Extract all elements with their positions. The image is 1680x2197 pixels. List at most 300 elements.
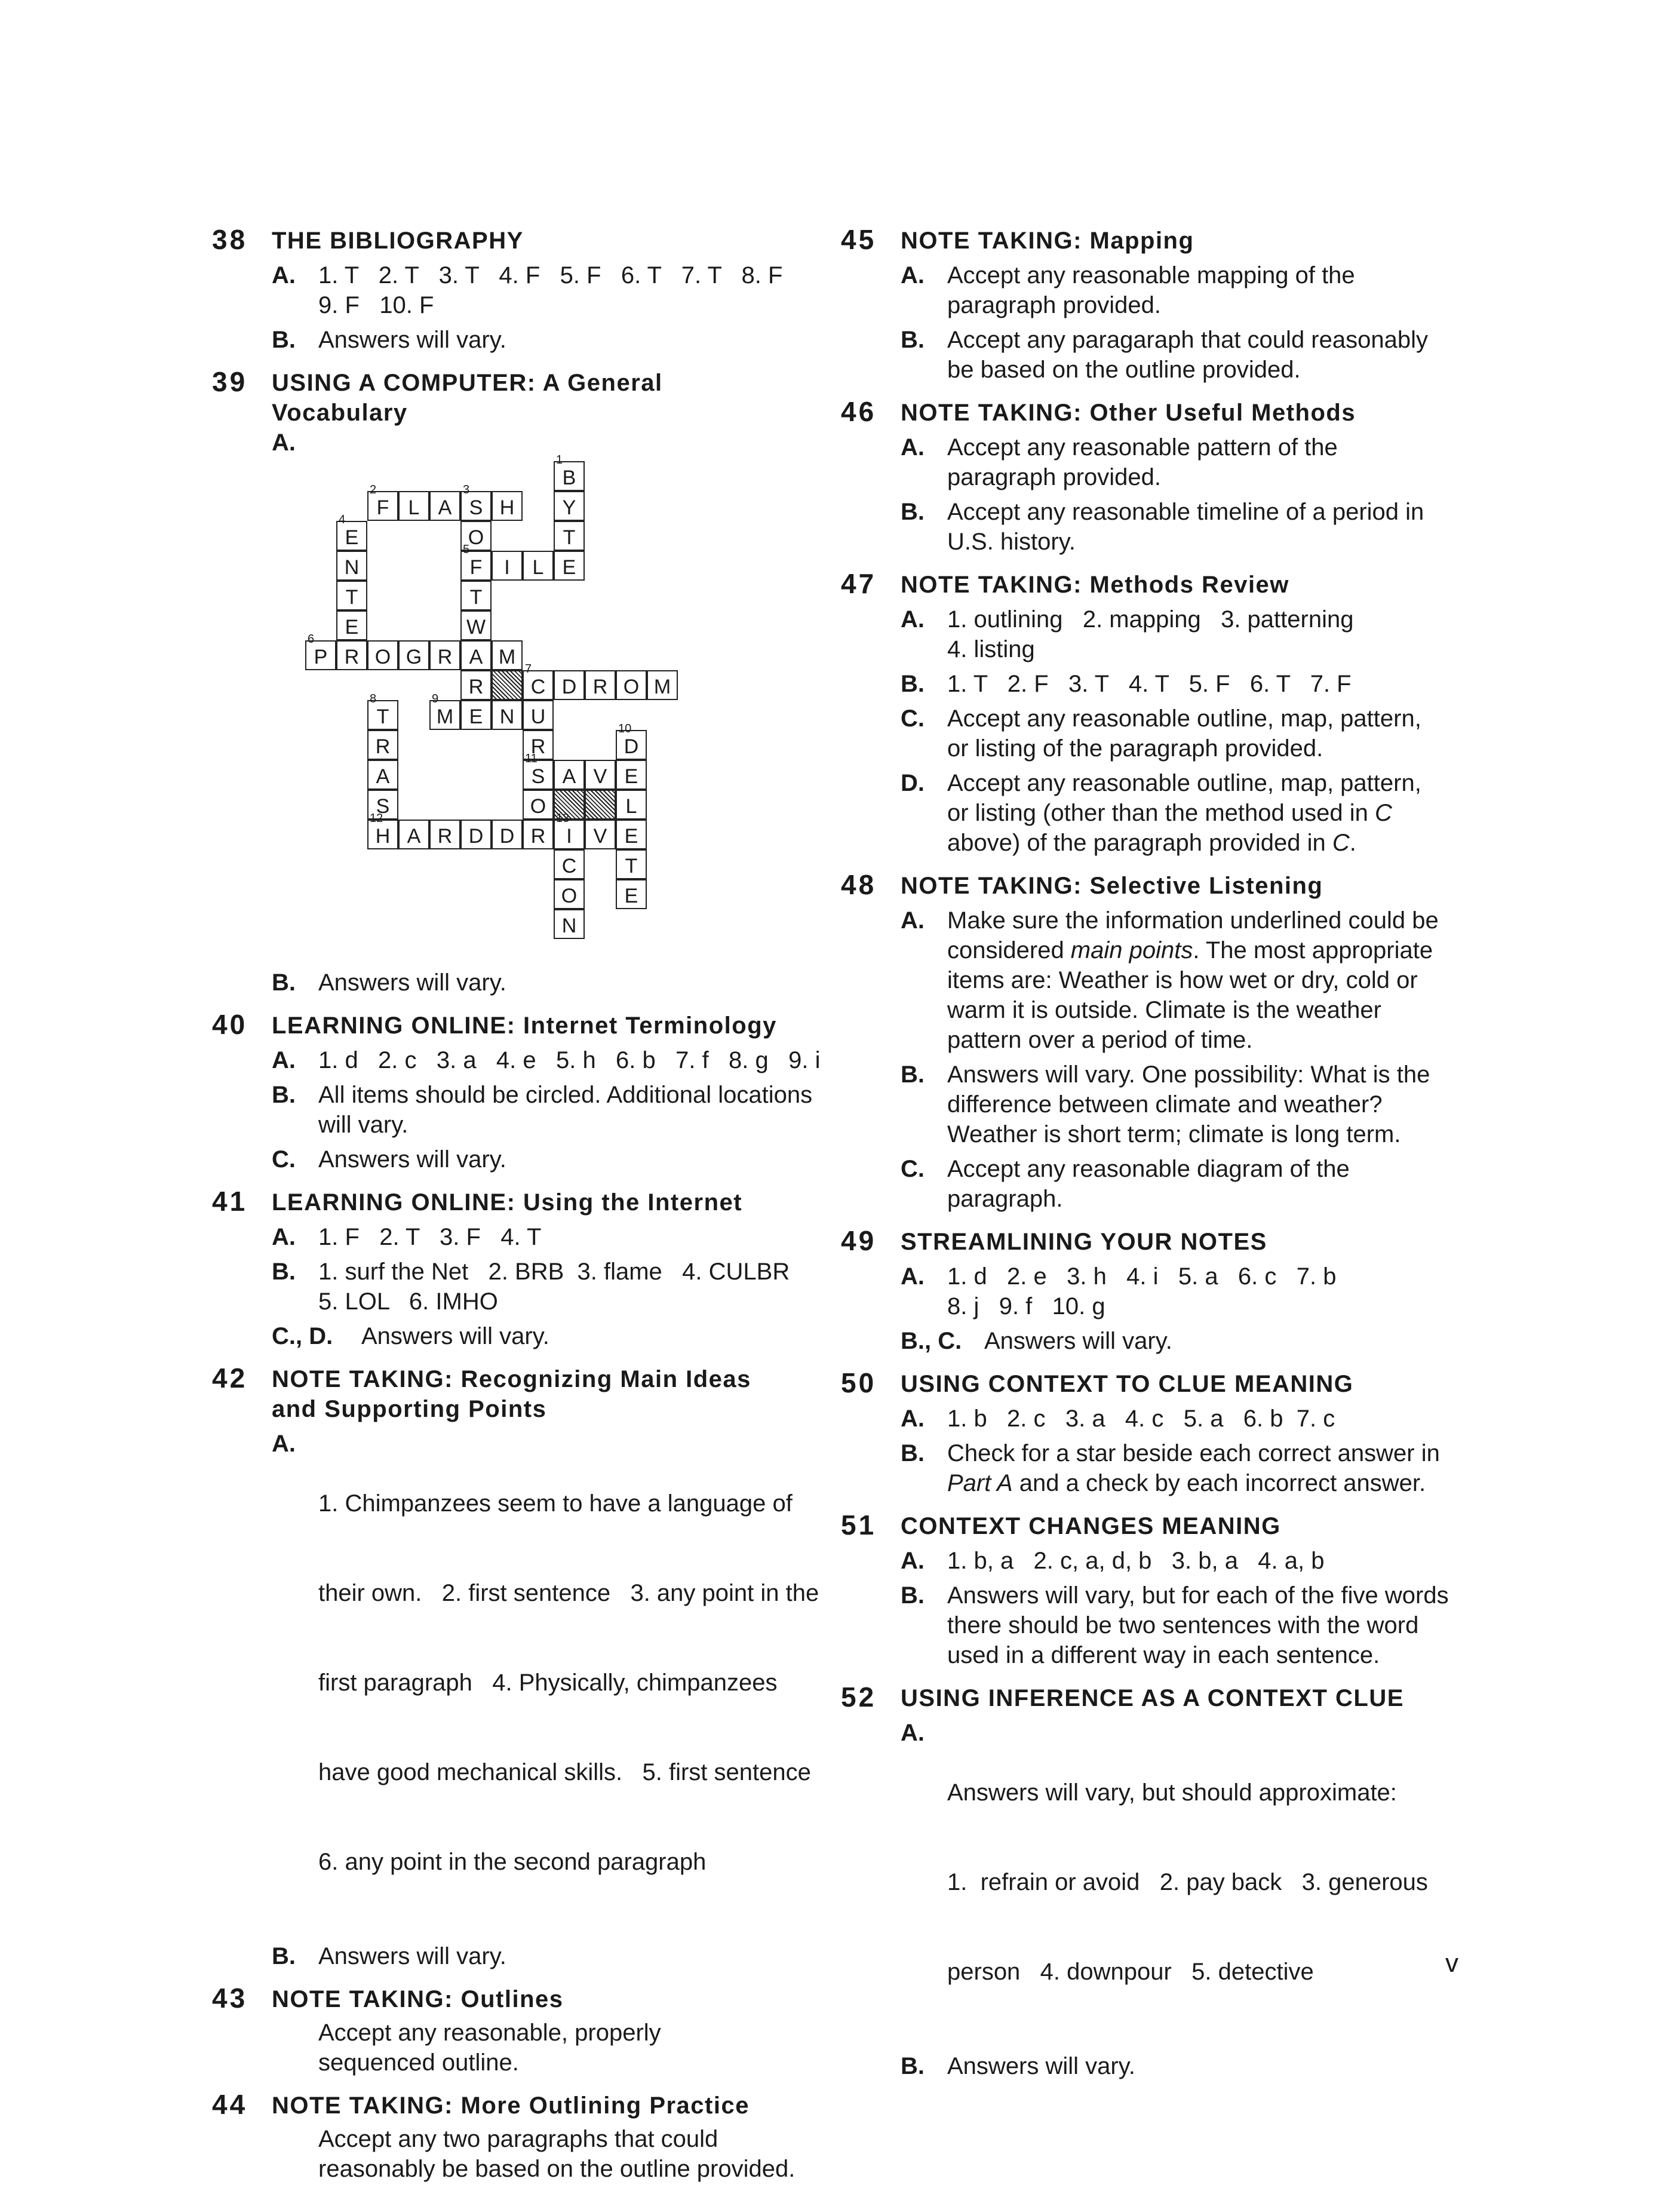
crossword-letter: E (624, 765, 638, 788)
answer-line: Accept any reasonable, properly (318, 2020, 661, 2046)
item-label: C. (272, 1146, 296, 1173)
crossword-letter: E (469, 705, 483, 728)
item-label: A. (901, 1548, 925, 1574)
answer-text: Answers will vary. (984, 1328, 1172, 1354)
crossword-cell (460, 820, 492, 849)
answer-line: Weather is short term; climate is long term. (947, 1121, 1401, 1147)
answer-a (841, 260, 1486, 320)
crossword-cell (554, 670, 585, 700)
crossword-letter: A (469, 646, 483, 668)
crossword-cell (305, 633, 336, 670)
crossword-letter: C (561, 855, 577, 877)
crossword-cell (554, 551, 585, 581)
crossword-letter: R (530, 735, 546, 758)
section-38 (212, 226, 839, 355)
text-run: above) of the paragraph provided in (947, 830, 1332, 856)
section-title: LEARNING ONLINE: Using the Internet (272, 1189, 743, 1216)
answer-line: person 4. downpour 5. detective (947, 1959, 1314, 1985)
crossword-cell (616, 879, 647, 909)
answer-b (841, 1438, 1486, 1498)
section-number: 45 (841, 224, 877, 255)
answer-text: 1. b, a 2. c, a, d, b 3. b, a 4. a, b (947, 1548, 1325, 1574)
answer-text: 1. d 2. c 3. a 4. e 5. h 6. b 7. f 8. g 9. i (318, 1047, 821, 1073)
crossword-letter: R (530, 825, 546, 848)
title-line: and Supporting Points (272, 1396, 547, 1422)
crossword-cell (460, 483, 492, 521)
crossword-cell (367, 760, 398, 790)
crossword-cell (523, 752, 554, 790)
crossword-letter: E (562, 556, 576, 579)
item-label: B. (901, 1582, 925, 1609)
section-number: 41 (212, 1186, 248, 1217)
item-label: A. (901, 434, 925, 461)
crossword-letter: H (375, 825, 391, 848)
answer-line: be based on the outline provided. (947, 357, 1301, 383)
crossword-letter: M (653, 676, 671, 698)
answer-text: Answers will vary. (947, 2053, 1135, 2079)
crossword-letter: U (530, 705, 546, 728)
answer-a (841, 906, 1486, 1055)
section-39 (212, 368, 839, 998)
crossword-letter: D (561, 676, 577, 698)
item-label: B. (901, 2053, 925, 2079)
answer-line (947, 798, 1486, 828)
answer-line: Accept any reasonable outline, map, pattern, (947, 705, 1421, 732)
answer-text: Answers will vary. (318, 969, 506, 996)
answer-line (947, 1468, 1486, 1498)
section-43 (212, 1984, 839, 2078)
answer-line: paragraph. (947, 1186, 1063, 1212)
crossword-cell (554, 909, 585, 939)
answer-b (841, 325, 1486, 385)
answer-b (841, 497, 1486, 557)
crossword-cell (367, 483, 398, 521)
section-40 (212, 1011, 839, 1174)
crossword-cell (336, 513, 367, 551)
section-title: USING INFERENCE AS A CONTEXT CLUE (901, 1685, 1404, 1711)
answer-line: Accept any reasonable mapping of the (947, 262, 1355, 289)
item-label: A. (901, 1720, 925, 1746)
answer-line: will vary. (318, 1112, 409, 1138)
answer-line: difference between climate and weather? (947, 1091, 1383, 1118)
answer-text: Answers will vary. (318, 1943, 506, 1969)
answer-b (212, 1941, 839, 1971)
crossword-letter: T (376, 705, 389, 728)
item-label: B. (272, 969, 296, 996)
crossword-cell (523, 820, 554, 849)
crossword-letter: S (531, 765, 545, 788)
crossword-grid (212, 453, 839, 963)
crossword-letter: L (625, 795, 637, 818)
section-number: 47 (841, 568, 877, 599)
item-label: B. (901, 1061, 925, 1088)
answer-a (212, 260, 839, 320)
answer-line: reasonably be based on the outline provided. (318, 2156, 796, 2182)
crossword-cell (336, 610, 367, 640)
section-number: 42 (212, 1363, 248, 1394)
text-run: . The most appropriate (1193, 937, 1433, 964)
crossword-letter: A (562, 765, 576, 788)
answer-c (212, 1144, 839, 1174)
answer-text: 1. T 2. F 3. T 4. T 5. F 6. T 7. F (947, 671, 1352, 697)
crossword-cell (336, 551, 367, 581)
crossword-cell (554, 812, 585, 849)
crossword-clue-number: 7 (525, 662, 532, 676)
crossword-cell (460, 640, 492, 670)
crossword-cell (585, 760, 616, 790)
answer-line: 1. outlining 2. mapping 3. patterning (947, 606, 1354, 633)
section-50 (841, 1369, 1486, 1498)
crossword-cell (367, 812, 398, 849)
crossword-letter: C (530, 676, 546, 698)
section-number: 43 (212, 1983, 248, 2014)
crossword-cell (554, 521, 585, 551)
item-label: D. (901, 770, 925, 796)
crossword-letter: O (623, 676, 640, 698)
crossword-cell (336, 581, 367, 610)
item-label: A. (272, 262, 296, 289)
answer-line: 1. Chimpanzees seem to have a language of (318, 1490, 793, 1517)
crossword-letter: L (408, 496, 420, 519)
answer-line: Accept any reasonable outline, map, pattern, (947, 770, 1421, 796)
crossword-cell (429, 491, 460, 521)
crossword-letter: I (504, 556, 510, 579)
crossword-cell (398, 640, 429, 670)
crossword-letter: M (498, 646, 516, 668)
answer-line (947, 828, 1486, 858)
left-column (212, 226, 839, 2197)
crossword-letter: B (562, 467, 576, 489)
crossword-cell (523, 662, 554, 700)
section-51 (841, 1511, 1486, 1670)
section-title: THE BIBLIOGRAPHY (272, 228, 524, 254)
answer-line: 1. refrain or avoid 2. pay back 3. generous (947, 1869, 1428, 1895)
crossword-letter: F (376, 496, 389, 519)
crossword-clue-number: 3 (463, 483, 470, 496)
section-number: 49 (841, 1225, 877, 1256)
crossword-letter: A (407, 825, 421, 848)
section-title (272, 368, 809, 428)
crossword-cell (429, 640, 460, 670)
crossword-clue-number: 13 (556, 812, 570, 825)
section-title: NOTE TAKING: Mapping (901, 228, 1194, 254)
item-label: A. (272, 1431, 296, 1457)
item-label: A. (901, 1406, 925, 1432)
crossword-cell (585, 820, 616, 849)
crossword-clue-number: 1 (556, 453, 563, 467)
answer-a (841, 432, 1486, 492)
text-run: considered (947, 937, 1071, 964)
section-title: CONTEXT CHANGES MEANING (901, 1513, 1281, 1539)
crossword-cell (429, 692, 460, 730)
answer-text: 1. F 2. T 3. F 4. T (318, 1224, 542, 1250)
crossword-cell (460, 581, 492, 610)
section-48 (841, 871, 1486, 1214)
answer-line: items are: Weather is how wet or dry, cold or (947, 967, 1418, 993)
section-number: 38 (212, 224, 248, 255)
item-label: A. (272, 1224, 296, 1250)
answer-line: or listing of the paragraph provided. (947, 735, 1323, 762)
answer-line: Accept any reasonable pattern of the (947, 434, 1338, 461)
item-label: B. (901, 499, 925, 525)
crossword-letter: S (469, 496, 483, 519)
crossword-cell (492, 491, 523, 521)
section-number: 52 (841, 1681, 877, 1713)
crossword-letter: O (530, 795, 546, 818)
answer-line: 9. F 10. F (318, 292, 434, 318)
answer-d (841, 768, 1486, 858)
crossword-letter: R (375, 735, 391, 758)
section-title: LEARNING ONLINE: Internet Terminology (272, 1012, 777, 1039)
answer-line: first paragraph 4. Physically, chimpanzees (318, 1670, 778, 1696)
page-number: v (1445, 1949, 1458, 1978)
section-title: NOTE TAKING: Methods Review (901, 572, 1289, 598)
crossword-cell (460, 610, 492, 640)
section-number: 39 (212, 366, 248, 397)
answer-b (841, 669, 1486, 699)
section-47 (841, 570, 1486, 858)
crossword-cell (647, 670, 678, 700)
crossword-cell (492, 640, 523, 670)
crossword-cell (367, 640, 398, 670)
crossword-letter: A (376, 765, 390, 788)
answer-b (212, 325, 839, 355)
answer-text: 1. b 2. c 3. a 4. c 5. a 6. b 7. c (947, 1406, 1335, 1432)
answer-text: Answers will vary. (361, 1323, 549, 1349)
crossword-clue-number: 8 (370, 692, 377, 705)
answer-line: sequenced outline. (318, 2049, 519, 2076)
crossword-cell (492, 820, 523, 849)
crossword-clue-number: 9 (432, 692, 439, 705)
crossword-cell (616, 670, 647, 700)
answer-line: paragraph provided. (947, 464, 1162, 490)
crossword-clue-number: 4 (339, 513, 346, 526)
crossword-cell (429, 820, 460, 849)
item-label: B. (272, 1943, 296, 1969)
crossword-clue-number: 6 (308, 633, 315, 646)
section-title (272, 1364, 809, 1424)
answer-line: have good mechanical skills. 5. first sentence (318, 1759, 811, 1785)
answer-b (841, 2051, 1486, 2081)
answer-a (841, 1546, 1486, 1576)
item-label: C. (901, 1156, 925, 1182)
crossword-letter: E (345, 526, 359, 549)
crossword-letter: R (592, 676, 608, 698)
crossword-letter: Y (562, 496, 576, 519)
crossword-cell (367, 692, 398, 730)
crossword-letter: T (469, 586, 483, 609)
answer-line: Accept any two paragraphs that could (318, 2126, 718, 2152)
answer-line: 5. LOL 6. IMHO (318, 1288, 498, 1315)
text-run: . (1349, 830, 1356, 856)
crossword-letter: R (344, 646, 360, 668)
answer-c (841, 704, 1486, 763)
item-label: B. (901, 671, 925, 697)
section-number: 48 (841, 869, 877, 900)
item-label: B. (272, 1259, 296, 1285)
crossword-letter: E (624, 885, 638, 907)
crossword-clue-number: 10 (618, 722, 632, 735)
crossword-letter: D (499, 825, 515, 848)
text-run: or listing (other than the method used in (947, 800, 1375, 826)
item-label: A. (272, 1047, 296, 1073)
crossword-cell (554, 453, 585, 491)
section-52 (841, 1683, 1486, 2081)
answer-line: Check for a star beside each correct answer in (947, 1440, 1440, 1466)
crossword-shaded-cell (492, 670, 523, 700)
crossword-cell (616, 849, 647, 879)
section-number: 44 (212, 2089, 248, 2120)
crossword-letter: R (437, 646, 453, 668)
answer-a (212, 1222, 839, 1252)
answer-line: their own. 2. first sentence 3. any point in the (318, 1580, 819, 1606)
answer-b (212, 1257, 839, 1317)
answer-line: 1. surf the Net 2. BRB 3. flame 4. CULBR (318, 1259, 790, 1285)
crossword-letter: P (314, 646, 328, 668)
answer-line: Accept any reasonable diagram of the (947, 1156, 1350, 1182)
crossword-letter: R (468, 676, 484, 698)
item-label: A. (901, 262, 925, 289)
answer-line: there should be two sentences with the word (947, 1612, 1419, 1638)
crossword-letter: W (466, 616, 486, 639)
item-label: B. (272, 327, 296, 353)
answer-line: U.S. history. (947, 529, 1076, 555)
answer-line: 6. any point in the second paragraph (318, 1849, 707, 1875)
answer-line: warm it is outside. Climate is the weather (947, 997, 1381, 1023)
crossword-cell (523, 551, 554, 581)
answer-line: Answers will vary. One possibility: What is the (947, 1061, 1430, 1088)
answer-line: Accept any reasonable timeline of a period in (947, 499, 1424, 525)
crossword-cell (585, 670, 616, 700)
answer-line: All items should be circled. Additional locations (318, 1082, 813, 1108)
answer-bc (841, 1326, 1486, 1356)
item-label: A. (901, 907, 925, 934)
crossword-clue-number: 11 (525, 752, 538, 765)
crossword-letter: M (436, 705, 454, 728)
crossword-letter: F (469, 556, 483, 579)
section-number: 51 (841, 1509, 877, 1541)
crossword-letter: G (406, 646, 422, 668)
answer-line: Answers will vary, but for each of the five words (947, 1582, 1449, 1609)
crossword-cell (616, 790, 647, 820)
crossword-cell (616, 722, 647, 760)
crossword-cell (398, 820, 429, 849)
crossword-letter: S (376, 795, 390, 818)
crossword-shaded-cell (585, 790, 616, 820)
item-label: A. (901, 1263, 925, 1290)
section-title: NOTE TAKING: Other Useful Methods (901, 400, 1356, 426)
section-title: NOTE TAKING: Outlines (272, 1986, 564, 2012)
answer-a (841, 1404, 1486, 1434)
answer-b (841, 1060, 1486, 1149)
crossword-letter: I (566, 825, 572, 848)
crossword-letter: N (344, 556, 360, 579)
section-49 (841, 1227, 1486, 1356)
crossword-cell (367, 730, 398, 760)
answer-a (212, 428, 839, 458)
crossword-clue-number: 12 (370, 812, 383, 825)
italic-ref: C (1332, 830, 1350, 856)
title-line: Vocabulary (272, 400, 408, 426)
crossword-letter: E (624, 825, 638, 848)
answer-text: Answers will vary. (318, 1146, 506, 1173)
answer-text: Answers will vary. (318, 327, 506, 353)
item-label: B., C. (901, 1328, 962, 1354)
item-label: A. (901, 606, 925, 633)
crossword-cell (398, 491, 429, 521)
crossword-cell (460, 543, 492, 581)
crossword-clue-number: 2 (370, 483, 377, 496)
crossword-cell (460, 670, 492, 700)
answer-line: Answers will vary, but should approximate: (947, 1779, 1397, 1806)
answer-a (841, 1718, 1486, 2046)
answer-a (212, 1045, 839, 1075)
crossword-letter: N (499, 705, 515, 728)
crossword-letter: R (437, 825, 453, 848)
right-column (841, 226, 1486, 2094)
section-number: 46 (841, 396, 877, 427)
answer-line: pattern over a period of time. (947, 1027, 1253, 1053)
answer-line (947, 935, 1486, 965)
crossword-letter: O (468, 526, 484, 549)
title-line: NOTE TAKING: Recognizing Main Ideas (272, 1366, 751, 1392)
item-label: A. (272, 429, 296, 456)
crossword-cell (492, 700, 523, 730)
item-label: C., D. (272, 1323, 333, 1349)
item-label: B. (901, 327, 925, 353)
crossword-cell (492, 551, 523, 581)
crossword-letter: O (374, 646, 391, 668)
answer-cd (212, 1321, 839, 1351)
italic-term: main points (1070, 937, 1193, 964)
item-label: C. (901, 705, 925, 732)
answer-a (212, 1429, 839, 1937)
crossword-cell (523, 700, 554, 730)
crossword-clue-number: 5 (463, 543, 470, 556)
section-41 (212, 1188, 839, 1351)
answer-c (841, 1154, 1486, 1214)
section-number: 40 (212, 1009, 248, 1040)
answer-line: paragraph provided. (947, 292, 1162, 318)
crossword-letter: T (563, 526, 576, 549)
item-label: B. (901, 1440, 925, 1466)
answer-line: 4. listing (947, 636, 1035, 662)
crossword-cell (523, 790, 554, 820)
crossword-letter: N (561, 915, 577, 937)
answer-line: used in a different way in each sentence. (947, 1642, 1380, 1668)
crossword-letter: T (345, 586, 358, 609)
crossword-cell (616, 760, 647, 790)
crossword-letter: O (561, 885, 578, 907)
section-44 (212, 2091, 839, 2184)
crossword-letter: L (532, 556, 544, 579)
answer-b (212, 968, 839, 998)
answer-b (212, 1080, 839, 1140)
item-label: B. (272, 1082, 296, 1108)
answer-a (841, 605, 1486, 664)
section-number: 50 (841, 1367, 877, 1398)
crossword-cell (554, 491, 585, 521)
crossword-letter: V (593, 825, 607, 848)
text-run: and a check by each incorrect answer. (1012, 1470, 1426, 1496)
crossword-letter: T (625, 855, 638, 877)
answer-line: 1. d 2. e 3. h 4. i 5. a 6. c 7. b (947, 1263, 1337, 1290)
section-title: NOTE TAKING: Selective Listening (901, 873, 1323, 899)
crossword-cell (460, 700, 492, 730)
crossword-letter: E (345, 616, 359, 639)
title-line: USING A COMPUTER: A General (272, 370, 663, 396)
answer-a (841, 1262, 1486, 1321)
